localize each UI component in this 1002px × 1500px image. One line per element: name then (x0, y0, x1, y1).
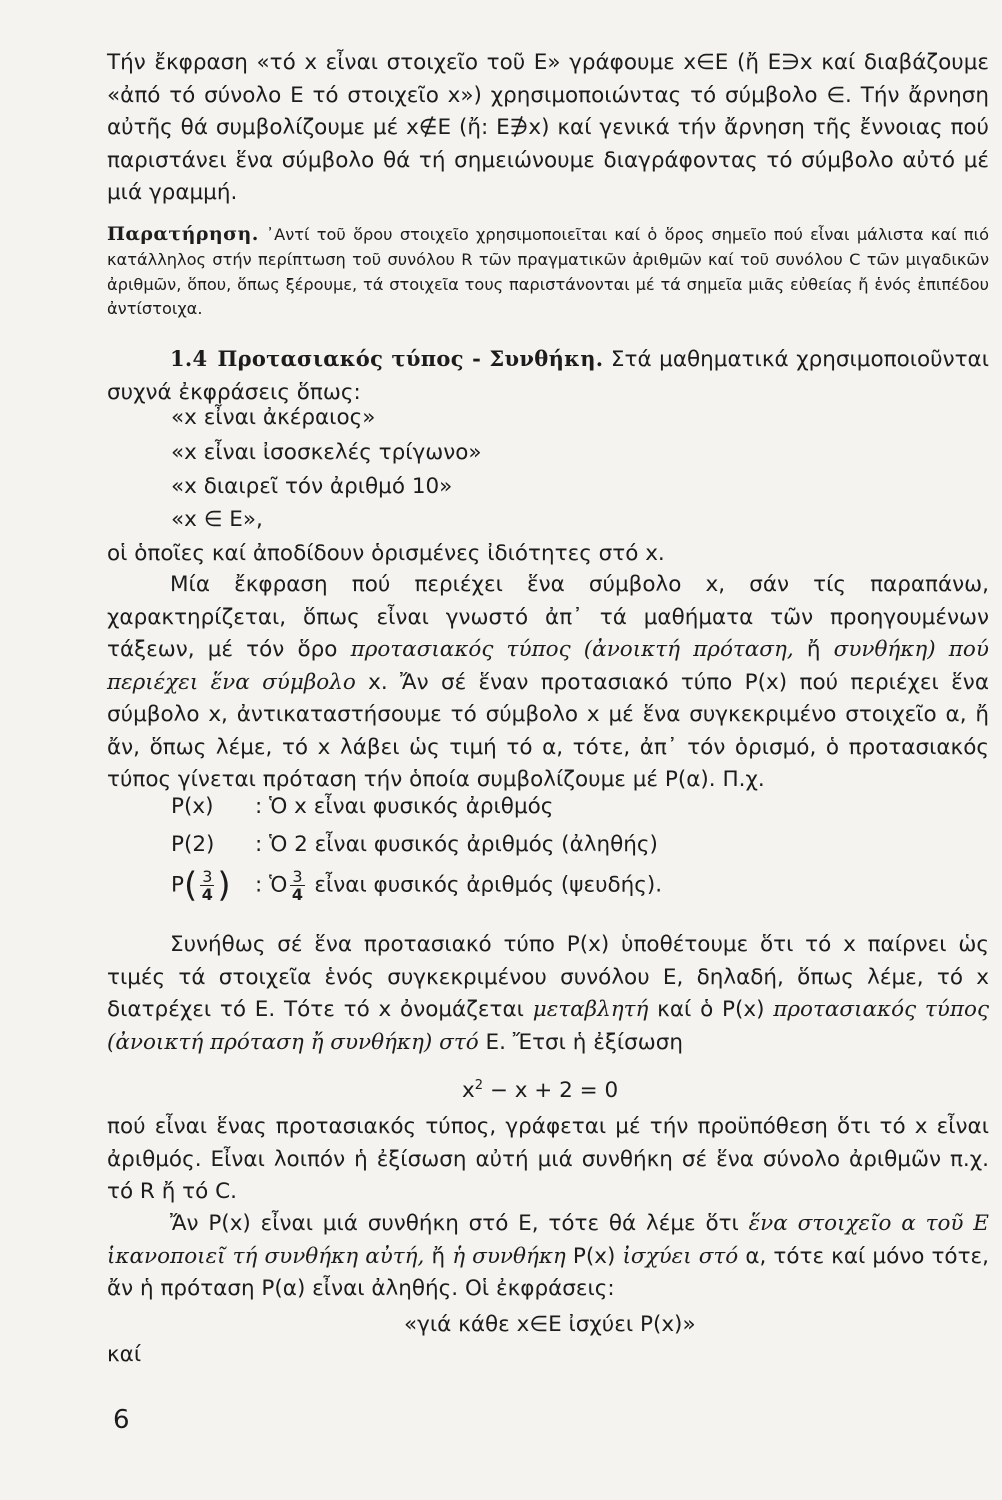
para2-text-e: x. Ἄν σέ ἕναν προτασιακό τύπο P(x) πού περιέχει ἕνα σύμβολο x, ἀντικαταστήσουμε τό σύμβολο x μέ ἕνα συγκεκριμένο στοιχεῖο α, ἤ ἄν, ὅπως λέμε, τό x λάβει ὡς τιμή τό α, τότε, ἀπ᾿ τόν ὁρισμό, ὁ προτασιακός τύπος γίνεται πρόταση τήν ὁποία συμβολίζουμε μέ P(α). Π.χ. (107, 669, 989, 792)
example-item: «x διαιρεῖ τόν ἀριθμό 10» (171, 474, 453, 499)
fraction-proposition-text: εἶναι φυσικός ἀριθμός (ψευδής). (314, 872, 663, 898)
para5-italic-f: ἰσχύει στό (622, 1243, 739, 1269)
example-item: «x ∈ E», (171, 507, 263, 532)
section-number: 1.4 (170, 346, 208, 371)
example-item: «x εἶναι ἰσοσκελές τρίγωνο» (171, 440, 482, 465)
fraction-three-quarters: $\frac{3}{4}$ (291, 867, 303, 904)
proposition-label: P(x) (171, 794, 214, 819)
note-paragraph (107, 222, 989, 322)
page-number: 6 (113, 1405, 130, 1435)
note-text: ᾿Αντί τοῦ ὅρου στοιχεῖο χρησιμοποιεῖται καί ὁ ὅρος σημεῖο πού εἶναι μάλιστα καί πιό κατάλληλος στήν περίπτωση τοῦ συνόλου R τῶν πραγματικῶν ἀριθμῶν καί τοῦ συνόλου C τῶν μιγαδικῶν ἀριθμῶν, ὅπου, ὅπως ξέρουμε, τά στοιχεῖα τους παριστάνονται μέ τά σημεῖα μιᾶς εὐθείας ἤ ἑνός ἐπιπέδου ἀντίστοιχα. (107, 225, 989, 319)
section-heading-paragraph (107, 343, 989, 409)
para3-italic-b: μεταβλητή (532, 997, 649, 1022)
proposition-text: : Ὁ 2 εἶναι φυσικός ἀριθμός (ἀληθής) (255, 832, 658, 857)
para2-italic-b: προτασιακός τύπος (ἀνοικτή πρόταση, (350, 637, 794, 662)
note-heading: Παρατήρηση. (107, 223, 259, 245)
paragraph-variable (107, 929, 989, 1059)
para3-italic-d: προτασιακός τύπος (ἀνοικτή πρόταση ἤ συνθήκη) στό (107, 997, 989, 1055)
equation: $x^2 - x + 2 = 0$ (462, 1078, 619, 1104)
example-item: «x εἶναι ἀκέραιος» (171, 405, 376, 430)
para5-text-g: α, τότε καί μόνο τότε, ἄν ἡ πρόταση P(α) εἶναι ἀληθής. Οἱ ἐκφράσεις: (107, 1243, 989, 1301)
proposition-line (171, 830, 658, 860)
proposition-line (171, 792, 553, 822)
proposition-label: P (171, 872, 184, 898)
para3-text-c: καί ὁ P(x) (657, 997, 765, 1022)
paragraph-satisfies (107, 1208, 989, 1306)
para3-text-e: Ε. Ἔτσι ἡ ἐξίσωση (485, 1029, 683, 1055)
para5-text-a: Ἄν P(x) εἶναι μιά συνθήκη στό Ε, τότε θά λέμε ὅτι (170, 1211, 739, 1236)
proposition-text: : Ὁ x εἶναι φυσικός ἀριθμός (255, 794, 554, 819)
section-title: Προτασιακός τύπος - Συνθήκη. (217, 346, 604, 371)
para3-text-a: Συνήθως σέ ἕνα προτασιακό τύπο P(x) ὑποθέτουμε ὅτι τό x παίρνει ὡς τιμές τά στοιχεῖα ἑνός συγκεκριμένου συνόλου Ε, δηλαδή, ὅπως λέμε, τό x διατρέχει τό Ε. Τότε τό x ὀνομάζεται (107, 932, 989, 1022)
fraction-proposition-line: P( $\frac{3}{4}$ ) : Ὁ $\frac{3}{4}$ εἶναι φυσικός ἀριθμός (ψευδής). (171, 865, 663, 906)
paragraph-membership-symbol: Τήν ἔκφραση «τό x εἶναι στοιχεῖο τοῦ Ε» γράφουμε x∈E (ἤ E∋x καί διαβάζουμε «ἀπό τό σύνολο Ε τό στοιχεῖο x») χρησιμοποιώντας τό σύμβολο ∈. Τήν ἄρνηση αὐτῆς θά συμβολίζουμε μέ x∉E (ἤ: E∌x) καί γενικά τήν ἄρνηση τῆς ἔννοιας πού παριστάνει ἕνα σύμβολο θά τή σημειώνουμε διαγράφοντας τό σύμβολο αὐτό μέ μιά γραμμή. (107, 50, 989, 205)
para5-text-c: ἤ (431, 1243, 446, 1269)
fraction-colon-text: : Ὁ (255, 872, 288, 898)
paragraph-equation-explanation: πού εἶναι ἕνας προτασιακός τύπος, γράφεται μέ τήν προϋπόθεση ὅτι τό x εἶναι ἀριθμός. Εἶναι λοιπόν ἡ ἐξίσωση αὐτή μιά συνθήκη σέ ἕνα σύνολο ἀριθμῶν π.χ. τό R ἤ τό C. (107, 1114, 989, 1204)
proposition-label: P(2) (171, 832, 215, 857)
section-intro: Στά μαθηματικά χρησιμοποιοῦνται συχνά ἐκφράσεις ὅπως: (107, 347, 989, 405)
para2-text-a: Μία ἔκφραση πού περιέχει ἕνα σύμβολο x, σάν τίς παραπάνω, χαρακτηρίζεται, ὅπως εἶναι γνωστό ἀπ᾿ τά μαθήματα τῶν προηγουμένων τάξεων, μέ τόν ὅρο (107, 572, 989, 662)
quote-expression: «γιά κάθε x∈E ἰσχύει P(x)» (404, 1312, 696, 1337)
fraction-three-quarters: $\frac{3}{4}$ (201, 867, 213, 904)
para2-text-c: ἤ (806, 637, 821, 662)
para5-italic-d: ἡ συνθήκη (452, 1243, 566, 1269)
and-word: καί (107, 1342, 142, 1367)
after-examples-line: οἱ ὁποῖες καί ἀποδίδουν ὁρισμένες ἰδιότητες στό x. (107, 541, 665, 566)
para2-italic-d: συνθήκη) πού περιέχει ἕνα σύμβολο (107, 637, 989, 695)
paragraph-propositional-formula (107, 569, 989, 797)
para5-text-e: P(x) (572, 1243, 616, 1269)
para5-italic-b: ἕνα στοιχεῖο α τοῦ Ε ἱκανοποιεῖ τή συνθήκη αὐτή, (107, 1211, 989, 1269)
